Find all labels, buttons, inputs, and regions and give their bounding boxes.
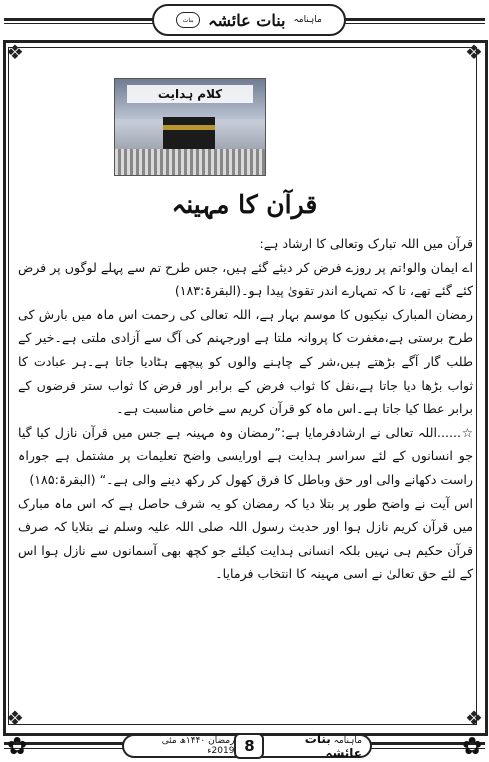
paragraph: رمضان المبارک نیکیوں کا موسم بہار ہے، اللہ تعالی کی رحمت اس ماہ میں بارش کی طرح برستی ہے،مغفرت کا پروانہ ملتا ہے اورجہنم کی آگ سے آزادی ملتی ہے۔خیر کے طلب گار آگے بڑھتے ہیں،شر کے چاہنے والوں کو پیچھے ہٹادیا جاتا ہے۔ہر عبادت کا ثواب بڑھا دیا جاتا ہے،نفل کا ثواب فرض کے برابر اور فرض کا ثواب ستر فرضوں کے برابر عطا کیا جاتا ہے۔اس ماہ کو قرآن کریم سے خاص مناسبت ہے۔: [18, 306, 473, 417]
paragraph: ☆......اللہ تعالی نے ارشادفرمایا ہے:”رمضان وہ مہینہ ہے جس میں قرآن نازل کیا گیا جو انسانوں کے لئے سراسر ہدایت ہے اورایسی واضح تعلیمات پر مشتمل ہے جوراہ راست دکھانے والی اور حق وباطل کا فرق کھول کر رکھ دینے والی ہے۔“ (البقرۃ:۱۸۵): [18, 424, 473, 487]
footer-plate: [122, 734, 372, 758]
magazine-name: بنات عائشہ: [208, 10, 286, 30]
flower-ornament-icon: ✿: [6, 732, 28, 760]
footer-date: رمضان ۱۴۴۰ھ مئی 2019ء: [161, 736, 235, 756]
crowd: [115, 149, 265, 175]
footer-label-text: ماہنامہ: [333, 736, 362, 746]
kaaba-title-image: [114, 78, 266, 176]
article-heading: قرآن کا مہینہ: [171, 190, 318, 219]
corner-ornament-icon: ❖: [465, 40, 483, 64]
header-title-plate: [152, 4, 346, 36]
paragraph: اے ایمان والو!تم پر روزے فرض کر دیئے گئے ہیں، جس طرح تم سے پہلے لوگوں پر فرض کئے گئے تھے، تا کہ تمہارے اندر تقویٰ پیدا ہو۔(البقرۃ:۱۸۳): [18, 259, 473, 299]
corner-ornament-icon: ❖: [465, 706, 483, 730]
footer-label: [264, 732, 362, 760]
paragraph: اس آیت نے واضح طور پر بتلا دیا کہ رمضان کو یہ شرف حاصل ہے کہ اس ماہ مبارک میں قرآن کریم نازل ہوا اور حدیث رسول اللہ صلی اللہ علیہ وسلم نے بتلایا کہ صرف قرآن حکیم ہی نہیں بلکہ انسانی ہدایت کیلئے جو کچھ بھی آسمانوں سے نازل ہوا اس کے لئے حق تعالیٰ نے اسی مہینہ کا انتخاب فرمایا۔: [18, 495, 473, 582]
page-number: 8: [234, 733, 264, 759]
kaaba-band: [163, 125, 215, 130]
title-image-caption: کلام ہدایت: [127, 85, 253, 103]
flower-ornament-icon: ✿: [461, 732, 483, 760]
corner-ornament-icon: ❖: [6, 40, 24, 64]
footer-magazine-name: بنات عائشہ: [304, 732, 362, 760]
corner-ornament-icon: ❖: [6, 706, 24, 730]
article-body: [18, 232, 473, 586]
seal-icon: بنات: [176, 12, 200, 28]
paragraph: قرآن میں اللہ تبارک وتعالی کا ارشاد ہے:: [259, 236, 473, 251]
header-label: ماہنامہ: [293, 15, 322, 25]
